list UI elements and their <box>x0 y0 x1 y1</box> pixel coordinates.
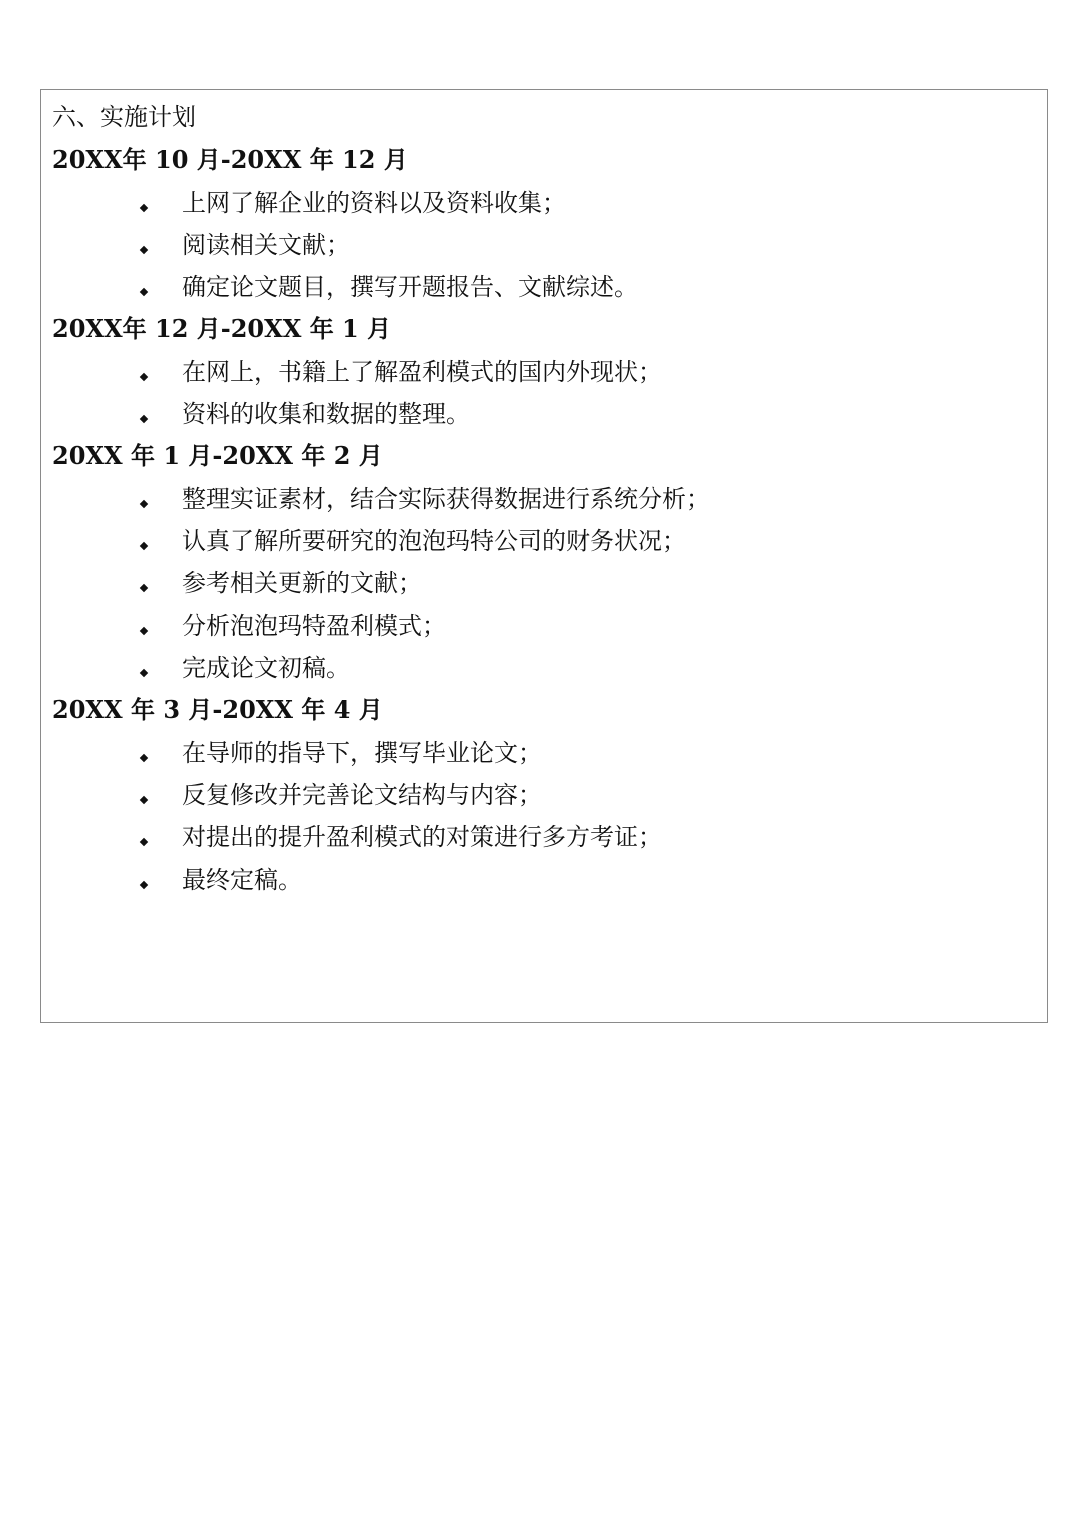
list-item <box>140 526 686 556</box>
list-item-text: 对提出的提升盈利模式的对策进行多方考证； <box>182 823 662 851</box>
diamond-bullet-icon <box>140 838 150 848</box>
list-item-text: 参考相关更新的文献； <box>182 569 422 597</box>
list-item-text: 分析泡泡玛特盈利模式； <box>182 612 446 640</box>
phase-period: 20XX年 12 月-20XX 年 1 月 <box>52 314 392 343</box>
diamond-bullet-icon <box>140 542 150 552</box>
list-item-text: 在导师的指导下，撰写毕业论文； <box>182 739 542 767</box>
list-item <box>140 272 638 302</box>
list-item <box>140 653 350 683</box>
diamond-bullet-icon <box>140 246 150 256</box>
diamond-bullet-icon <box>140 627 150 637</box>
diamond-bullet-icon <box>140 669 150 679</box>
section-title: 六、实施计划 <box>52 103 196 131</box>
diamond-bullet-icon <box>140 584 150 594</box>
diamond-bullet-icon <box>140 881 150 891</box>
list-item-text: 整理实证素材，结合实际获得数据进行系统分析； <box>182 485 710 513</box>
list-item <box>140 230 350 260</box>
list-item-text: 完成论文初稿。 <box>182 654 350 682</box>
diamond-bullet-icon <box>140 796 150 806</box>
phase-period: 20XX 年 3 月-20XX 年 4 月 <box>52 695 383 724</box>
list-item-text: 阅读相关文献； <box>182 231 350 259</box>
list-item-text: 确定论文题目，撰写开题报告、文献综述。 <box>182 273 638 301</box>
list-item-text: 最终定稿。 <box>182 866 302 894</box>
diamond-bullet-icon <box>140 288 150 298</box>
diamond-bullet-icon <box>140 373 150 383</box>
phase-period: 20XX 年 1 月-20XX 年 2 月 <box>52 441 383 470</box>
list-item <box>140 780 542 810</box>
list-item <box>140 188 566 218</box>
list-item-text: 认真了解所要研究的泡泡玛特公司的财务状况； <box>182 527 686 555</box>
list-item <box>140 822 662 852</box>
list-item <box>140 865 302 895</box>
diamond-bullet-icon <box>140 204 150 214</box>
diamond-bullet-icon <box>140 415 150 425</box>
list-item <box>140 484 710 514</box>
list-item <box>140 611 446 641</box>
list-item-text: 资料的收集和数据的整理。 <box>182 400 470 428</box>
list-item-text: 上网了解企业的资料以及资料收集； <box>182 189 566 217</box>
list-item <box>140 568 422 598</box>
list-item-text: 反复修改并完善论文结构与内容； <box>182 781 542 809</box>
list-item-text: 在网上，书籍上了解盈利模式的国内外现状； <box>182 358 662 386</box>
diamond-bullet-icon <box>140 500 150 510</box>
list-item <box>140 399 470 429</box>
list-item <box>140 357 662 387</box>
diamond-bullet-icon <box>140 754 150 764</box>
phase-period: 20XX年 10 月-20XX 年 12 月 <box>52 145 408 174</box>
list-item <box>140 738 542 768</box>
